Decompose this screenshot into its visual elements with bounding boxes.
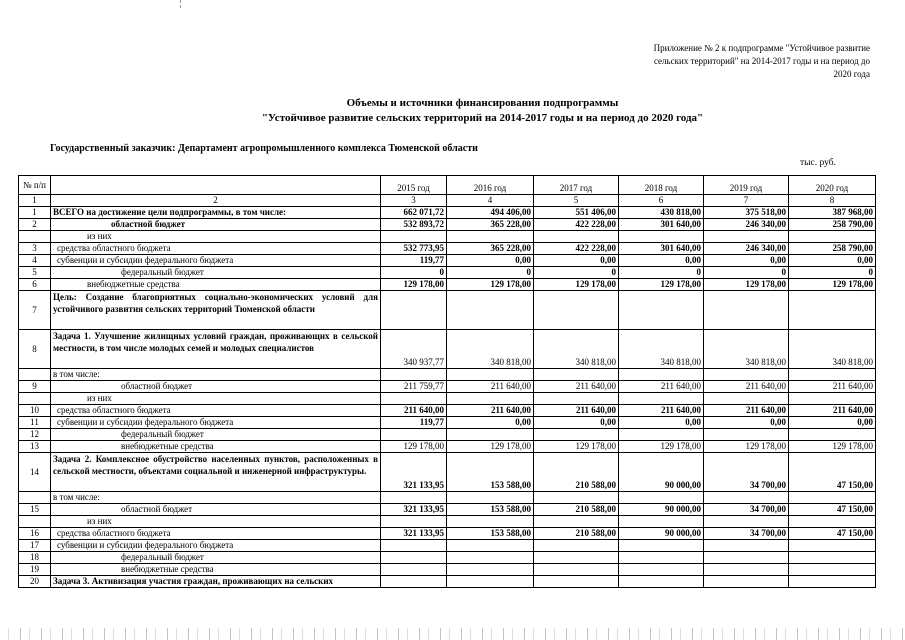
value-cell — [789, 231, 876, 243]
col-num: 4 — [447, 195, 534, 207]
year-header: 2020 год — [789, 176, 876, 195]
row-number: 7 — [19, 291, 51, 330]
row-number — [19, 393, 51, 405]
row-label: внебюджетные средства — [51, 441, 381, 453]
value-cell — [619, 552, 704, 564]
value-cell: 0 — [789, 267, 876, 279]
row-number: 15 — [19, 504, 51, 516]
row-number: 10 — [19, 405, 51, 417]
row-number: 2 — [19, 219, 51, 231]
value-cell: 211 640,00 — [534, 381, 619, 393]
col-num: 7 — [704, 195, 789, 207]
value-cell — [534, 540, 619, 552]
col-num: 3 — [381, 195, 447, 207]
row-number: 4 — [19, 255, 51, 267]
row-label: областной бюджет — [51, 504, 381, 516]
row-label: средства областного бюджета — [51, 528, 381, 540]
value-cell: 211 640,00 — [619, 381, 704, 393]
value-cell — [704, 393, 789, 405]
row-number: 16 — [19, 528, 51, 540]
value-cell — [447, 552, 534, 564]
value-cell: 129 178,00 — [381, 279, 447, 291]
value-cell: 34 700,00 — [704, 453, 789, 492]
row-number: 6 — [19, 279, 51, 291]
value-cell: 34 700,00 — [704, 504, 789, 516]
row-label: в том числе: — [51, 492, 381, 504]
value-cell — [789, 369, 876, 381]
value-cell — [381, 429, 447, 441]
value-cell — [534, 516, 619, 528]
value-cell: 0,00 — [704, 417, 789, 429]
value-cell: 365 228,00 — [447, 243, 534, 255]
value-cell — [381, 564, 447, 576]
header-row — [19, 176, 876, 195]
value-cell: 129 178,00 — [704, 441, 789, 453]
table-body — [19, 207, 876, 588]
value-cell: 551 406,00 — [534, 207, 619, 219]
value-cell — [381, 576, 447, 588]
row-label: из них — [51, 393, 381, 405]
value-cell — [447, 429, 534, 441]
row-label: Задача 3. Активизация участия граждан, проживающих на сельских — [51, 576, 381, 588]
table-row — [19, 516, 876, 528]
value-cell — [534, 369, 619, 381]
value-cell: 0,00 — [789, 417, 876, 429]
value-cell — [619, 492, 704, 504]
row-number: 12 — [19, 429, 51, 441]
value-cell — [381, 231, 447, 243]
row-label: внебюджетные средства — [51, 564, 381, 576]
value-cell: 340 818,00 — [619, 330, 704, 369]
table-row — [19, 369, 876, 381]
table-row — [19, 528, 876, 540]
row-number: 3 — [19, 243, 51, 255]
value-cell: 119,77 — [381, 255, 447, 267]
table-row — [19, 552, 876, 564]
value-cell: 129 178,00 — [534, 279, 619, 291]
row-number: 5 — [19, 267, 51, 279]
value-cell — [789, 429, 876, 441]
row-number: 18 — [19, 552, 51, 564]
row-label: областной бюджет — [51, 219, 381, 231]
value-cell: 129 178,00 — [447, 279, 534, 291]
value-cell — [704, 369, 789, 381]
value-cell: 321 133,95 — [381, 528, 447, 540]
col-num: 6 — [619, 195, 704, 207]
value-cell: 340 818,00 — [447, 330, 534, 369]
value-cell: 47 150,00 — [789, 453, 876, 492]
value-cell: 340 818,00 — [789, 330, 876, 369]
row-label: ВСЕГО на достижение цели подпрограммы, в том числе: — [51, 207, 381, 219]
value-cell — [704, 291, 789, 330]
row-label: из них — [51, 516, 381, 528]
value-cell: 129 178,00 — [619, 279, 704, 291]
appendix-line: 2020 года — [833, 69, 870, 79]
value-cell: 129 178,00 — [619, 441, 704, 453]
value-cell — [704, 429, 789, 441]
value-cell: 422 228,00 — [534, 219, 619, 231]
value-cell: 301 640,00 — [619, 243, 704, 255]
value-cell: 153 588,00 — [447, 528, 534, 540]
value-cell: 211 640,00 — [789, 381, 876, 393]
value-cell — [447, 393, 534, 405]
row-number — [19, 516, 51, 528]
row-number — [19, 231, 51, 243]
table-row — [19, 279, 876, 291]
value-cell: 246 340,00 — [704, 243, 789, 255]
value-cell — [381, 516, 447, 528]
year-header: 2019 год — [704, 176, 789, 195]
value-cell — [789, 540, 876, 552]
table-row — [19, 405, 876, 417]
value-cell: 129 178,00 — [447, 441, 534, 453]
value-cell — [704, 576, 789, 588]
value-cell — [619, 291, 704, 330]
row-number: 8 — [19, 330, 51, 369]
row-label: из них — [51, 231, 381, 243]
scan-artifact — [180, 0, 221, 8]
value-cell: 211 640,00 — [534, 405, 619, 417]
value-cell — [704, 564, 789, 576]
value-cell — [789, 564, 876, 576]
value-cell: 301 640,00 — [619, 219, 704, 231]
value-cell — [619, 564, 704, 576]
name-header — [51, 176, 381, 195]
value-cell: 211 640,00 — [789, 405, 876, 417]
value-cell — [447, 516, 534, 528]
title-line-2: "Устойчивое развитие сельских территорий на 2014-2017 годы и на период до 2020 года" — [261, 112, 704, 124]
table-row — [19, 243, 876, 255]
value-cell — [447, 369, 534, 381]
value-cell: 211 640,00 — [619, 405, 704, 417]
row-label: Задача 2. Комплексное обустройство населенных пунктов, расположенных в сельской местности, объектами социальной и инженерной инфраструктуры. — [51, 453, 381, 492]
value-cell: 0,00 — [447, 255, 534, 267]
table-row — [19, 441, 876, 453]
table-row — [19, 207, 876, 219]
value-cell: 129 178,00 — [789, 441, 876, 453]
row-label: субвенции и субсидии федерального бюджета — [51, 417, 381, 429]
value-cell: 210 588,00 — [534, 528, 619, 540]
value-cell — [534, 429, 619, 441]
value-cell: 211 759,77 — [381, 381, 447, 393]
value-cell: 0,00 — [789, 255, 876, 267]
value-cell: 430 818,00 — [619, 207, 704, 219]
row-number: 14 — [19, 453, 51, 492]
value-cell: 0 — [619, 267, 704, 279]
row-number: 17 — [19, 540, 51, 552]
value-cell: 0 — [704, 267, 789, 279]
value-cell: 0 — [381, 267, 447, 279]
year-header: 2018 год — [619, 176, 704, 195]
row-label: Цель: Создание благоприятных социально-экономических условий для устойчивого развития сельских территорий Тюменской области — [51, 291, 381, 330]
year-header: 2015 год — [381, 176, 447, 195]
table-row — [19, 267, 876, 279]
value-cell: 662 071,72 — [381, 207, 447, 219]
col-num: 8 — [789, 195, 876, 207]
financing-table — [18, 175, 876, 588]
value-cell: 129 178,00 — [381, 441, 447, 453]
value-cell — [447, 492, 534, 504]
value-cell: 258 790,00 — [789, 243, 876, 255]
value-cell — [534, 231, 619, 243]
value-cell: 0,00 — [534, 255, 619, 267]
row-number: 11 — [19, 417, 51, 429]
value-cell: 119,77 — [381, 417, 447, 429]
value-cell: 0,00 — [619, 255, 704, 267]
appendix-line: Приложение № 2 к подпрограмме "Устойчивое развитие — [653, 43, 870, 53]
row-label: в том числе: — [51, 369, 381, 381]
table-row — [19, 492, 876, 504]
value-cell: 211 640,00 — [704, 405, 789, 417]
value-cell: 211 640,00 — [447, 381, 534, 393]
value-cell: 494 406,00 — [447, 207, 534, 219]
row-label: субвенции и субсидии федерального бюджета — [51, 255, 381, 267]
year-header: 2016 год — [447, 176, 534, 195]
value-cell — [704, 516, 789, 528]
col-num: 5 — [534, 195, 619, 207]
value-cell — [704, 492, 789, 504]
table-row — [19, 540, 876, 552]
value-cell: 321 133,95 — [381, 453, 447, 492]
num-header: № п/п — [19, 176, 51, 195]
table-row — [19, 429, 876, 441]
value-cell — [704, 540, 789, 552]
value-cell: 532 893,72 — [381, 219, 447, 231]
value-cell — [619, 429, 704, 441]
value-cell — [789, 291, 876, 330]
table-row — [19, 576, 876, 588]
table-row — [19, 393, 876, 405]
value-cell: 0 — [534, 267, 619, 279]
row-number: 13 — [19, 441, 51, 453]
col-num: 1 — [19, 195, 51, 207]
value-cell — [447, 291, 534, 330]
column-number-row — [19, 195, 876, 207]
value-cell — [619, 576, 704, 588]
value-cell: 0,00 — [534, 417, 619, 429]
value-cell — [534, 576, 619, 588]
row-label: средства областного бюджета — [51, 243, 381, 255]
col-num: 2 — [51, 195, 381, 207]
value-cell — [381, 540, 447, 552]
value-cell: 422 228,00 — [534, 243, 619, 255]
value-cell: 0,00 — [447, 417, 534, 429]
value-cell: 246 340,00 — [704, 219, 789, 231]
value-cell: 47 150,00 — [789, 528, 876, 540]
value-cell — [704, 231, 789, 243]
state-customer: Государственный заказчик: Департамент агропромышленного комплекса Тюменской области — [50, 143, 478, 154]
value-cell: 387 968,00 — [789, 207, 876, 219]
value-cell: 34 700,00 — [704, 528, 789, 540]
row-label: федеральный бюджет — [51, 429, 381, 441]
value-cell: 340 818,00 — [534, 330, 619, 369]
value-cell — [534, 492, 619, 504]
value-cell — [619, 393, 704, 405]
appendix-line: сельских территорий" на 2014-2017 годы и на период до — [653, 56, 870, 66]
value-cell — [534, 552, 619, 564]
row-number: 9 — [19, 381, 51, 393]
table-row — [19, 330, 876, 369]
table-row — [19, 564, 876, 576]
value-cell — [381, 393, 447, 405]
value-cell: 0 — [447, 267, 534, 279]
title-line-1: Объемы и источники финансирования подпрограммы — [346, 97, 619, 109]
value-cell: 532 773,95 — [381, 243, 447, 255]
value-cell: 90 000,00 — [619, 528, 704, 540]
table-row — [19, 219, 876, 231]
scan-artifact — [0, 628, 905, 640]
value-cell — [619, 231, 704, 243]
value-cell — [789, 393, 876, 405]
value-cell — [447, 576, 534, 588]
value-cell: 0,00 — [619, 417, 704, 429]
row-label: федеральный бюджет — [51, 267, 381, 279]
document-title — [0, 96, 905, 126]
row-label: внебюджетные средства — [51, 279, 381, 291]
value-cell: 211 640,00 — [704, 381, 789, 393]
value-cell: 129 178,00 — [534, 441, 619, 453]
value-cell — [789, 576, 876, 588]
value-cell — [619, 540, 704, 552]
value-cell — [789, 516, 876, 528]
row-label: федеральный бюджет — [51, 552, 381, 564]
value-cell: 210 588,00 — [534, 504, 619, 516]
value-cell: 340 818,00 — [704, 330, 789, 369]
value-cell — [381, 492, 447, 504]
value-cell: 365 228,00 — [447, 219, 534, 231]
value-cell — [381, 552, 447, 564]
value-cell — [534, 564, 619, 576]
row-label: Задача 1. Улучшение жилищных условий граждан, проживающих в сельской местности, в том числе молодых семей и молодых специалистов — [51, 330, 381, 369]
value-cell — [534, 291, 619, 330]
row-label: средства областного бюджета — [51, 405, 381, 417]
value-cell — [534, 393, 619, 405]
value-cell — [447, 540, 534, 552]
value-cell: 375 518,00 — [704, 207, 789, 219]
value-cell — [447, 231, 534, 243]
value-cell: 47 150,00 — [789, 504, 876, 516]
value-cell: 211 640,00 — [381, 405, 447, 417]
value-cell: 258 790,00 — [789, 219, 876, 231]
value-cell: 211 640,00 — [447, 405, 534, 417]
value-cell: 90 000,00 — [619, 504, 704, 516]
table-row — [19, 417, 876, 429]
appendix-note — [590, 42, 870, 81]
row-number: 19 — [19, 564, 51, 576]
row-number: 1 — [19, 207, 51, 219]
year-header: 2017 год — [534, 176, 619, 195]
value-cell: 340 937,77 — [381, 330, 447, 369]
table-row — [19, 504, 876, 516]
value-cell — [619, 516, 704, 528]
value-cell — [381, 291, 447, 330]
units-label: тыс. руб. — [800, 158, 836, 168]
value-cell — [704, 552, 789, 564]
row-label: областной бюджет — [51, 381, 381, 393]
row-label: субвенции и субсидии федерального бюджета — [51, 540, 381, 552]
value-cell: 129 178,00 — [789, 279, 876, 291]
row-number: 20 — [19, 576, 51, 588]
value-cell: 0,00 — [704, 255, 789, 267]
table-row — [19, 291, 876, 330]
table-row — [19, 381, 876, 393]
value-cell: 153 588,00 — [447, 504, 534, 516]
value-cell — [447, 564, 534, 576]
value-cell — [789, 492, 876, 504]
table-row — [19, 231, 876, 243]
value-cell — [619, 369, 704, 381]
row-number — [19, 369, 51, 381]
table-row — [19, 255, 876, 267]
value-cell: 210 588,00 — [534, 453, 619, 492]
value-cell: 321 133,95 — [381, 504, 447, 516]
value-cell — [381, 369, 447, 381]
row-number — [19, 492, 51, 504]
table-row — [19, 453, 876, 492]
value-cell: 153 588,00 — [447, 453, 534, 492]
value-cell: 90 000,00 — [619, 453, 704, 492]
value-cell: 129 178,00 — [704, 279, 789, 291]
value-cell — [789, 552, 876, 564]
